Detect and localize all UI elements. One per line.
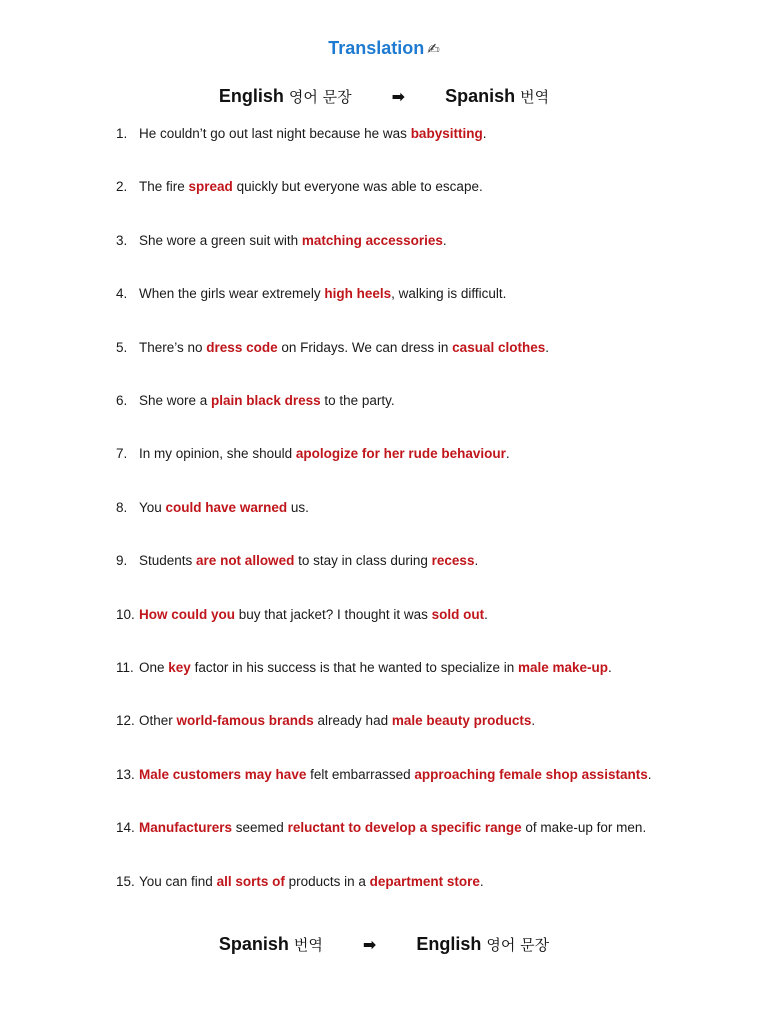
sentence-item: [116, 233, 736, 248]
sentence-number: 13.: [116, 767, 135, 782]
sentence-text: products in a: [284, 874, 370, 889]
sentence-item: [116, 660, 736, 675]
highlighted-phrase: world-famous brands: [176, 713, 314, 728]
sentence-text: .: [474, 553, 479, 568]
highlighted-phrase: all sorts of: [216, 874, 285, 889]
sentence-number: 2.: [116, 179, 128, 194]
sentence-number: 10.: [116, 607, 135, 622]
sentence-number: 8.: [116, 500, 128, 515]
sentence-item: [116, 820, 736, 835]
sentence-text: .: [479, 874, 484, 889]
highlighted-phrase: recess: [431, 553, 475, 568]
sentence-text: You: [139, 500, 166, 515]
sentence-number: 4.: [116, 286, 128, 301]
sentence-item: [116, 179, 736, 194]
page-title: [0, 38, 768, 59]
sentence-number: 11.: [116, 660, 134, 675]
highlighted-phrase: plain black dress: [211, 393, 321, 408]
sentence-text: There’s no: [139, 340, 207, 355]
sentence-text: She wore a: [139, 393, 212, 408]
sentence-number: 1.: [116, 126, 128, 141]
highlighted-phrase: could have warned: [165, 500, 288, 515]
sentence-text: When the girls wear extremely: [139, 286, 325, 301]
highlighted-phrase: key: [168, 660, 191, 675]
sentence-text: , walking is difficult.: [391, 286, 507, 301]
sentence-text: .: [647, 767, 652, 782]
sentence-text: .: [484, 607, 488, 622]
sentence-text: factor in his success is that he wanted to specialize in: [190, 660, 518, 675]
sentence-text: .: [531, 713, 536, 728]
sentence-text: You can find: [139, 874, 217, 889]
sentence-text: Other: [139, 713, 177, 728]
highlighted-phrase: Manufacturers: [139, 820, 233, 835]
sentence-number: 3.: [116, 233, 128, 248]
sentence-text: The fire: [139, 179, 189, 194]
sentence-text: .: [482, 126, 487, 141]
highlighted-phrase: apologize for her rude behaviour: [295, 446, 506, 461]
section-heading-spanish-to-english: [0, 934, 768, 955]
sentence-item: [116, 126, 736, 141]
sentence-text: buy that jacket? I thought it was: [235, 607, 432, 622]
sentence-item: [116, 553, 736, 568]
section-heading-english-to-spanish: [0, 86, 768, 107]
sentence-text: He couldn’t go out last night because he was: [139, 126, 411, 141]
highlighted-phrase: approaching female shop assistants: [414, 767, 648, 782]
highlighted-phrase: matching accessories: [301, 233, 443, 248]
sentence-number: 15.: [116, 874, 135, 889]
highlighted-phrase: male beauty products: [391, 713, 532, 728]
sentence-item: [116, 713, 736, 728]
highlighted-phrase: high heels: [324, 286, 392, 301]
highlighted-phrase: department store: [369, 874, 480, 889]
highlighted-phrase: reluctant to develop a specific range: [287, 820, 522, 835]
sentence-item: [116, 767, 736, 782]
sentence-text: felt embarrassed: [306, 767, 415, 782]
sentence-item: [116, 393, 736, 408]
sentence-text: to the party.: [320, 393, 395, 408]
highlighted-phrase: are not allowed: [196, 553, 295, 568]
heading-source-language: Spanish 번역: [218, 934, 323, 954]
sentence-text: In my opinion, she should: [139, 446, 296, 461]
sentence-text: on Fridays. We can dress in: [277, 340, 453, 355]
sentence-item: [116, 446, 736, 461]
writing-hand-icon: ✍: [427, 41, 440, 58]
highlighted-phrase: Male customers may have: [139, 767, 307, 782]
heading-target-hangul: 영어 문장: [486, 936, 550, 954]
sentence-text: .: [442, 233, 447, 248]
sentence-text: .: [505, 446, 510, 461]
highlighted-phrase: babysitting: [410, 126, 483, 141]
arrow-right-icon: ➡: [391, 89, 406, 106]
sentence-item: [116, 340, 736, 355]
sentence-number: 5.: [116, 340, 128, 355]
sentence-item: [116, 607, 736, 622]
highlighted-phrase: How could you: [139, 607, 235, 622]
sentence-number: 14.: [116, 820, 135, 835]
sentence-number: 9.: [116, 553, 128, 568]
heading-target-language: English 영어 문장: [416, 934, 550, 954]
sentence-number: 6.: [116, 393, 128, 408]
heading-target-hangul: 번역: [520, 88, 550, 106]
arrow-right-icon: ➡: [362, 937, 377, 954]
highlighted-phrase: spread: [188, 179, 233, 194]
heading-source-language: English 영어 문장: [218, 86, 352, 106]
sentence-text: One: [139, 660, 169, 675]
sentence-text: Students: [139, 553, 197, 568]
sentence-text: .: [608, 660, 612, 675]
highlighted-phrase: dress code: [206, 340, 278, 355]
sentence-item: [116, 874, 736, 889]
heading-source-hangul: 영어 문장: [288, 88, 352, 106]
sentence-text: to stay in class during: [294, 553, 432, 568]
sentence-text: seemed: [232, 820, 288, 835]
sentence-text: us.: [287, 500, 309, 515]
heading-source-hangul: 번역: [293, 936, 323, 954]
sentence-text: .: [545, 340, 549, 355]
title-text: Translation: [328, 38, 425, 58]
sentence-text: She wore a green suit with: [139, 233, 302, 248]
sentence-item: [116, 500, 736, 515]
sentence-number: 7.: [116, 446, 128, 461]
highlighted-phrase: casual clothes: [452, 340, 546, 355]
sentence-item: [116, 286, 736, 301]
heading-target-language: Spanish 번역: [445, 86, 550, 106]
sentence-text: quickly but everyone was able to escape.: [232, 179, 483, 194]
highlighted-phrase: sold out: [431, 607, 485, 622]
sentence-text: of make-up for men.: [521, 820, 647, 835]
sentence-number: 12.: [116, 713, 135, 728]
highlighted-phrase: male make-up: [517, 660, 609, 675]
sentence-text: already had: [313, 713, 392, 728]
